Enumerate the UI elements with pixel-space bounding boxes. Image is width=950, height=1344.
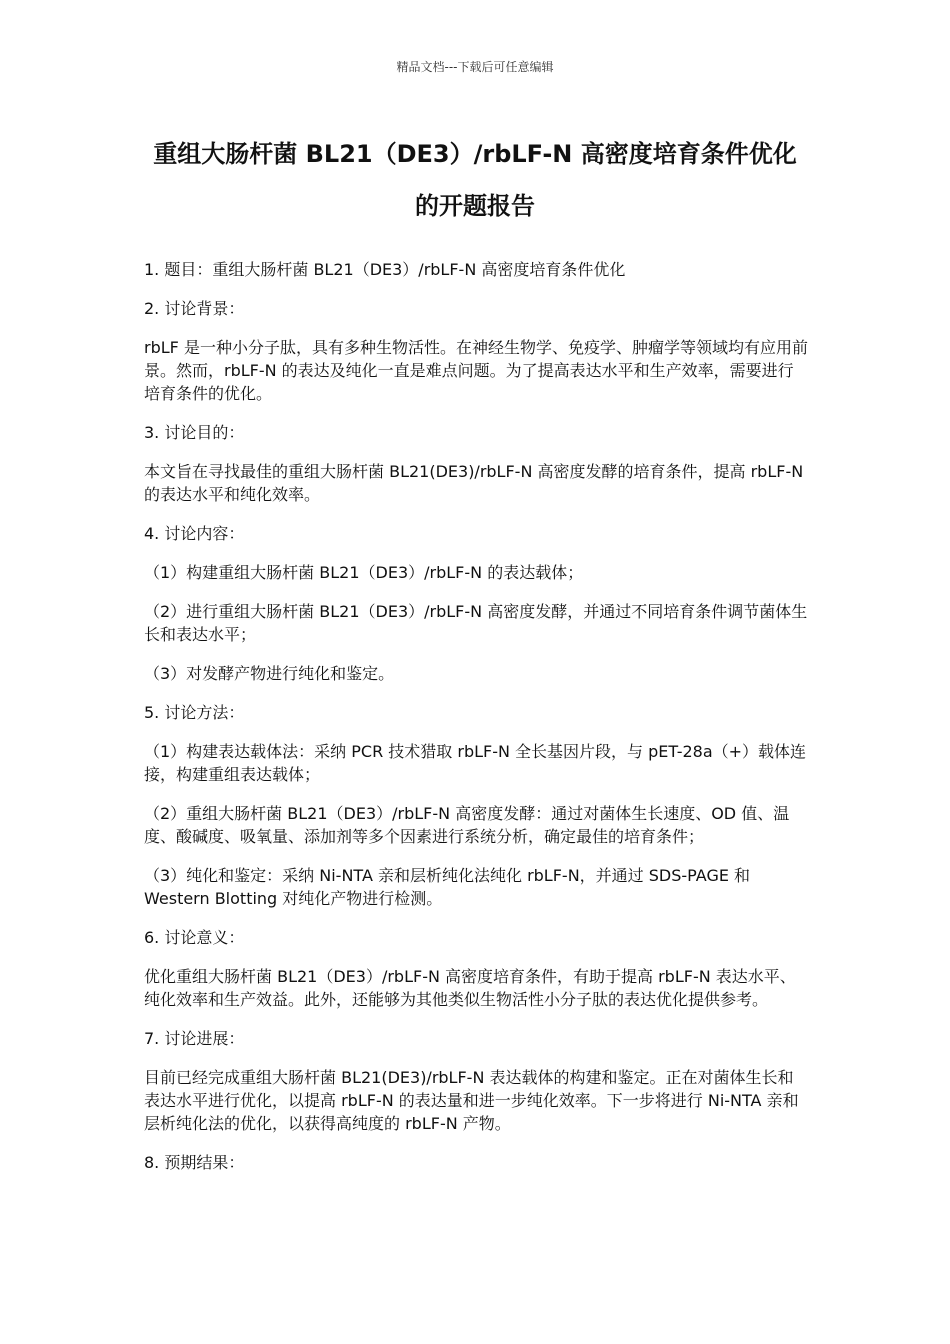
heading-topic: 1. 题目：重组大肠杆菌 BL21（DE3）/rbLF-N 高密度培育条件优化 (144, 260, 626, 279)
paragraph-significance: 优化重组大肠杆菌 BL21（DE3）/rbLF-N 高密度培育条件，有助于提高 rbLF-N 表达水平、纯化效率和生产效益。此外，还能够为其他类似生物活性小分子肽的表达优化提供参考。 (144, 967, 796, 1009)
paragraph-progress: 目前已经完成重组大肠杆菌 BL21(DE3)/rbLF-N 表达载体的构建和鉴定。正在对菌体生长和表达水平进行优化，以提高 rbLF-N 的表达量和进一步纯化效率。下一步将进行 Ni-NTA 亲和层析纯化法的优化，以获得高纯度的 rbLF-N 产物。 (144, 1068, 799, 1133)
content-item-1: （1）构建重组大肠杆菌 BL21（DE3）/rbLF-N 的表达载体； (144, 563, 584, 582)
content-item-3: （3）对发酵产物进行纯化和鉴定。 (144, 664, 395, 683)
document-title (130, 128, 820, 232)
paragraph-background: rbLF 是一种小分子肽，具有多种生物活性。在神经生物学、免疫学、肿瘤学等领域均有应用前景。然而，rbLF-N 的表达及纯化一直是难点问题。为了提高表达水平和生产效率，需要进行培育条件的优化。 (144, 338, 808, 403)
method-item-2: （2）重组大肠杆菌 BL21（DE3）/rbLF-N 高密度发酵：通过对菌体生长速度、OD 值、温度、酸碱度、吸氧量、添加剂等多个因素进行系统分析，确定最佳的培育条件； (144, 804, 790, 846)
heading-purpose: 3. 讨论目的： (144, 423, 245, 442)
title-line-2: 的开题报告 (415, 192, 535, 220)
heading-significance: 6. 讨论意义： (144, 928, 245, 947)
method-item-1: （1）构建表达载体法：采纳 PCR 技术猎取 rbLF-N 全长基因片段，与 pET-28a（+）载体连接，构建重组表达载体； (144, 742, 807, 784)
method-item-3: （3）纯化和鉴定：采纳 Ni-NTA 亲和层析纯化法纯化 rbLF-N，并通过 SDS-PAGE 和 Western Blotting 对纯化产物进行检测。 (144, 866, 751, 908)
heading-methods: 5. 讨论方法： (144, 703, 245, 722)
heading-content: 4. 讨论内容： (144, 524, 245, 543)
title-line-1: 重组大肠杆菌 BL21（DE3）/rbLF-N 高密度培育条件优化 (153, 140, 797, 168)
heading-expected-results: 8. 预期结果： (144, 1153, 245, 1172)
document-body (144, 258, 808, 1190)
heading-background: 2. 讨论背景： (144, 299, 245, 318)
paragraph-purpose: 本文旨在寻找最佳的重组大肠杆菌 BL21(DE3)/rbLF-N 高密度发酵的培育条件，提高 rbLF-N 的表达水平和纯化效率。 (144, 462, 804, 504)
content-item-2: （2）进行重组大肠杆菌 BL21（DE3）/rbLF-N 高密度发酵，并通过不同培育条件调节菌体生长和表达水平； (144, 602, 808, 644)
header-note: 精品文档---下载后可任意编辑 (396, 60, 554, 74)
heading-progress: 7. 讨论进展： (144, 1029, 245, 1048)
